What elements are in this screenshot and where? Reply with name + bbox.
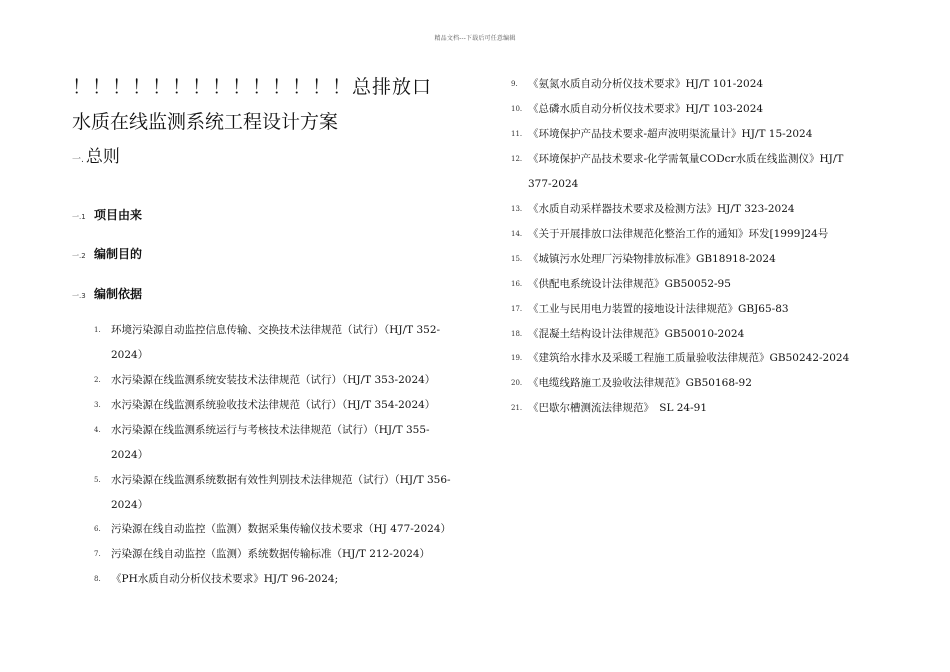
reference-item: [94, 418, 461, 468]
reference-item: [511, 72, 868, 97]
reference-number: 10.: [511, 105, 523, 113]
reference-text: 《环境保护产品技术要求-化学需氧量CODcr水质在线监测仪》HJ/T 377-2024: [528, 153, 844, 190]
reference-number: 15.: [511, 255, 523, 263]
reference-number: 19.: [511, 354, 523, 362]
subsection-title: 编制目的: [94, 247, 143, 261]
reference-number: 17.: [511, 305, 523, 313]
reference-number: 5.: [94, 476, 101, 484]
reference-number: 13.: [511, 205, 523, 213]
reference-item: [511, 346, 868, 371]
reference-text: 《城镇污水处理厂污染物排放标准》GB18918-2024: [528, 253, 776, 265]
section-number: 一.: [72, 155, 84, 165]
reference-item: [511, 147, 868, 197]
reference-text: 《巴歇尔槽测流法律规范》 SL 24-91: [528, 402, 708, 414]
reference-text: 水污染源在线监测系统验收技术法律规范（试行）（HJ/T 354-2024）: [111, 399, 436, 411]
document-title-line2: 水质在线监测系统工程设计方案: [72, 111, 339, 133]
reference-item: [511, 396, 868, 421]
section-title: 总则: [85, 147, 120, 167]
reference-number: 6.: [94, 525, 101, 533]
reference-number: 2.: [94, 376, 101, 384]
reference-number: 1.: [94, 326, 101, 334]
reference-text: 《环境保护产品技术要求-超声波明渠流量计》HJ/T 15-2024: [528, 128, 813, 140]
reference-item: [94, 368, 461, 393]
reference-item: [511, 297, 868, 322]
reference-number: 21.: [511, 404, 523, 412]
subsection-title: 项目由来: [94, 208, 143, 222]
reference-item: [511, 247, 868, 272]
reference-item: [511, 272, 868, 297]
reference-text: 《水质自动采样器技术要求及检测方法》HJ/T 323-2024: [528, 203, 795, 215]
reference-item: [94, 318, 461, 368]
reference-text: 《电缆线路施工及验收法律规范》GB50168-92: [528, 377, 752, 389]
reference-number: 11.: [511, 130, 523, 138]
reference-text: 水污染源在线监测系统数据有效性判别技术法律规范（试行）（HJ/T 356-2024）: [111, 474, 451, 511]
reference-number: 14.: [511, 230, 523, 238]
section-heading-general: [72, 142, 120, 167]
reference-item: [94, 468, 461, 518]
header-watermark: 精品文档---下载后可任意编辑: [434, 35, 516, 42]
reference-text: 污染源在线自动监控（监测）数据采集传输仪技术要求（HJ 477-2024）: [111, 523, 452, 535]
reference-item: [94, 517, 461, 542]
reference-item: [511, 222, 868, 247]
reference-number: 12.: [511, 155, 523, 163]
reference-number: 16.: [511, 280, 523, 288]
reference-item: [511, 322, 868, 347]
reference-number: 3.: [94, 401, 101, 409]
reference-text: 《混凝土结构设计法律规范》GB50010-2024: [528, 328, 745, 340]
reference-text: 污染源在线自动监控（监测）系统数据传输标准（HJ/T 212-2024）: [111, 548, 431, 560]
reference-item: [511, 197, 868, 222]
reference-item: [94, 393, 461, 418]
reference-text: 《关于开展排放口法律规范化整治工作的通知》环发[1999]24号: [528, 228, 829, 240]
reference-text: 《总磷水质自动分析仪技术要求》HJ/T 103-2024: [528, 103, 764, 115]
reference-text: 水污染源在线监测系统安装技术法律规范（试行）（HJ/T 353-2024）: [111, 374, 436, 386]
reference-text: 水污染源在线监测系统运行与考核技术法律规范（试行）（HJ/T 355-2024）: [111, 424, 430, 461]
subsection-number: 一.3: [72, 292, 86, 300]
subsection-heading-purpose: [72, 245, 142, 262]
reference-number: 18.: [511, 330, 523, 338]
reference-item: [94, 567, 461, 592]
reference-number: 9.: [511, 80, 518, 88]
reference-item: [511, 371, 868, 396]
reference-item: [511, 97, 868, 122]
subsection-heading-origin: [72, 206, 142, 223]
subsection-title: 编制依据: [94, 287, 143, 301]
reference-item: [94, 542, 461, 567]
reference-text: 《PH水质自动分析仪技术要求》HJ/T 96-2024;: [111, 573, 339, 585]
document-title-line1: ！！！！！！！！！！！！！！总排放口: [72, 76, 433, 98]
reference-number: 20.: [511, 379, 523, 387]
subsection-number: 一.2: [72, 252, 86, 260]
reference-number: 4.: [94, 426, 101, 434]
reference-number: 8.: [94, 575, 101, 583]
reference-number: 7.: [94, 550, 101, 558]
reference-text: 《工业与民用电力装置的接地设计法律规范》GBJ65-83: [528, 303, 789, 315]
reference-item: [511, 122, 868, 147]
subsection-heading-basis: [72, 285, 142, 302]
reference-text: 《供配电系统设计法律规范》GB50052-95: [528, 278, 731, 290]
reference-text: 《建筑给水排水及采暖工程施工质量验收法律规范》GB50242-2024: [528, 352, 850, 364]
subsection-number: 一.1: [72, 213, 86, 221]
reference-text: 环境污染源自动监控信息传输、交换技术法律规范（试行）（HJ/T 352-2024）: [111, 324, 441, 361]
reference-text: 《氨氮水质自动分析仪技术要求》HJ/T 101-2024: [528, 78, 764, 90]
